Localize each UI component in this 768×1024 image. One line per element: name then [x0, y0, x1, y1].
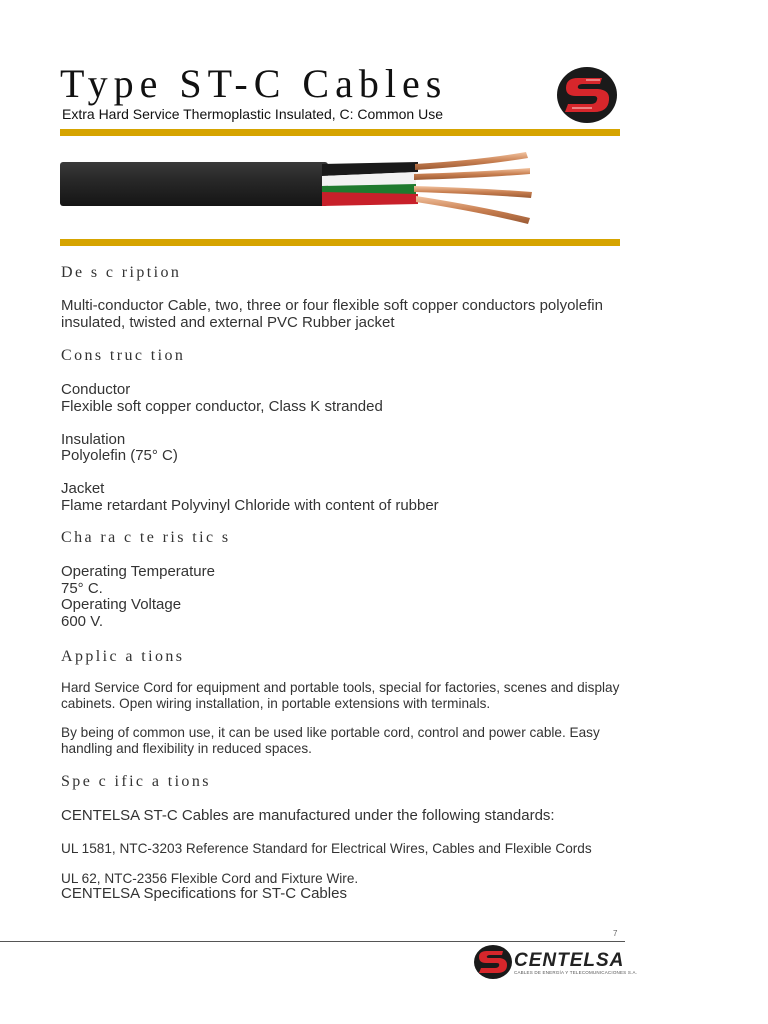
centelsa-logo-icon: [556, 66, 618, 124]
footer-logo-icon: [473, 944, 513, 980]
conductor-label: Conductor: [61, 381, 131, 398]
characteristics-heading: Cha ra c te ris tic s: [61, 529, 231, 546]
description-text: Multi-conductor Cable, two, three or four flexible soft copper conductors polyolefin insulated, twisted and external PVC Rubber jacket: [61, 297, 603, 331]
standard-item-3: CENTELSA Specifications for ST-C Cables: [61, 885, 347, 902]
cable-image: [60, 146, 534, 228]
applications-heading: Applic a tions: [61, 648, 185, 665]
operating-temperature-value: 75° C.: [61, 580, 103, 597]
standard-item-1: UL 1581, NTC-3203 Reference Standard for Electrical Wires, Cables and Flexible Cords: [61, 841, 592, 856]
standard-item-2: UL 62, NTC-2356 Flexible Cord and Fixture Wire.: [61, 871, 359, 886]
jacket-label: Jacket: [61, 480, 105, 497]
jacket-value: Flame retardant Polyvinyl Chloride with content of rubber: [61, 497, 439, 514]
footer-brand-name: CENTELSA: [514, 950, 625, 971]
specifications-intro: CENTELSA ST-C Cables are manufactured under the following standards:: [61, 807, 555, 824]
applications-paragraph-1: Hard Service Cord for equipment and portable tools, special for factories, scenes and display cabinets. Open wiring installation, in portable extensions with terminals.: [61, 680, 620, 711]
applications-paragraph-2: By being of common use, it can be used like portable cord, control and power cable. Easy handling and flexibility in reduced spaces.: [61, 725, 600, 756]
insulation-value: Polyolefin (75° C): [61, 447, 178, 464]
insulation-label: Insulation: [61, 431, 126, 448]
construction-heading: Cons truc tion: [61, 347, 186, 364]
top-accent-rule: [60, 129, 620, 136]
page-subtitle: Extra Hard Service Thermoplastic Insulated, C: Common Use: [62, 106, 443, 122]
page-number: 7: [613, 929, 618, 938]
bottom-accent-rule: [60, 239, 620, 246]
footer-brand-tagline: CABLES DE ENERGÍA Y TELECOMUNICACIONES S.A.: [514, 970, 638, 975]
footer-divider: [0, 941, 625, 942]
operating-voltage-label: Operating Voltage: [61, 596, 182, 613]
conductor-value: Flexible soft copper conductor, Class K stranded: [61, 398, 383, 415]
operating-temperature-label: Operating Temperature: [61, 563, 215, 580]
operating-voltage-value: 600 V.: [61, 613, 103, 630]
description-heading: De s c ription: [61, 264, 182, 281]
specifications-heading: Spe c ific a tions: [61, 773, 211, 790]
page-title: Type ST-C Cables: [60, 61, 448, 106]
